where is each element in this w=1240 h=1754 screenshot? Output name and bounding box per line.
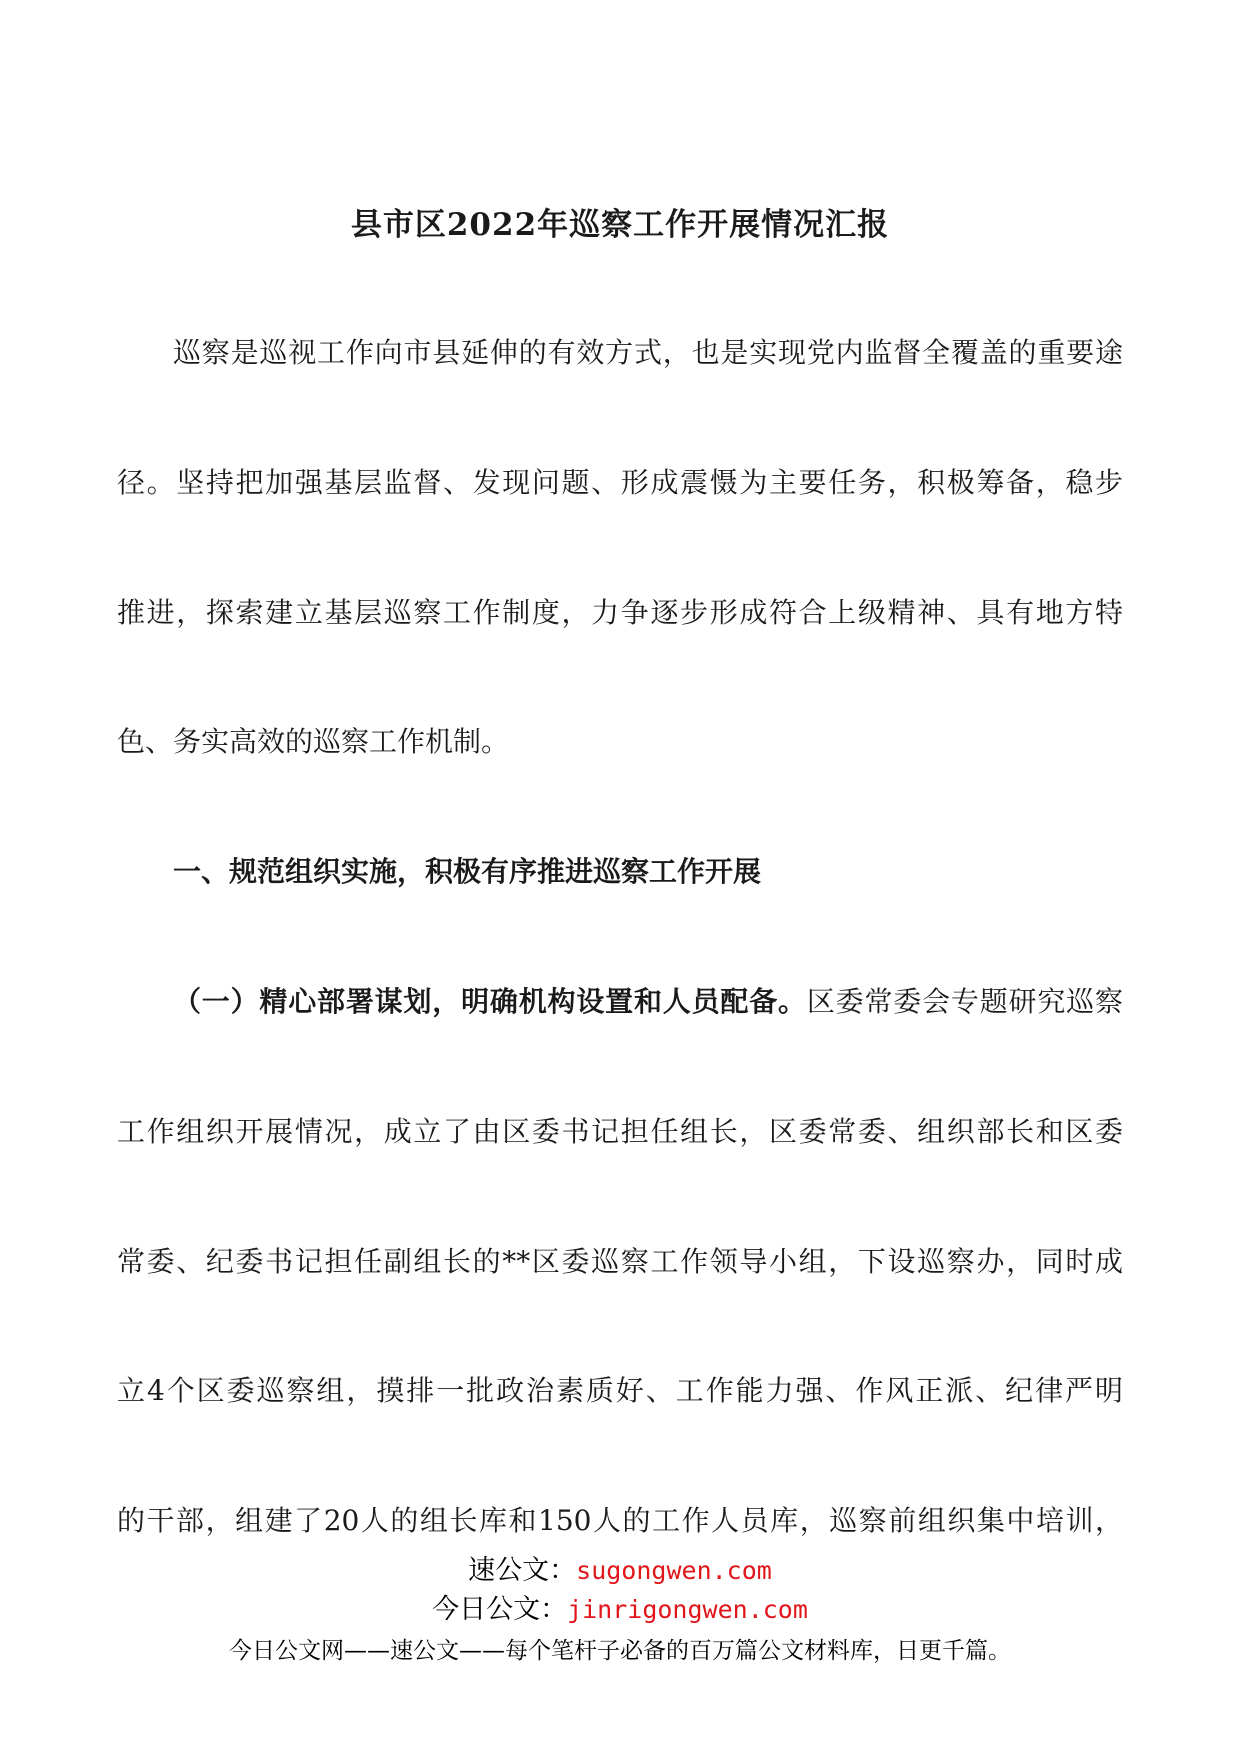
footer-jinrigongwen [0,1592,1240,1628]
footer-slogan: 今日公文网——速公文——每个笔杆子必备的百万篇公文材料库，日更千篇。 [229,1638,1011,1664]
subsection-1-line-5: 的干部，组建了20人的组长库和150人的工作人员库，巡察前组织集中培训， [117,1504,1123,1537]
subsection-1-line-4: 立4个区委巡察组，摸排一批政治素质好、工作能力强、作风正派、纪律严明 [117,1374,1123,1407]
footer-jinrigongwen-label: 今日公文： [432,1594,568,1625]
footer-sugongwen-label: 速公文： [468,1555,577,1586]
subsection-1-first-line [173,982,1123,1022]
footer-sugongwen [0,1553,1240,1589]
footer-jinrigongwen-link[interactable]: jinrigongwen.com [567,1595,808,1624]
subsection-1-line-2: 工作组织开展情况，成立了由区委书记担任组长，区委常委、组织部长和区委 [117,1115,1123,1148]
subsection-1-line-1: 区委常委会专题研究巡察 [806,985,1123,1018]
subsection-1-line-3: 常委、纪委书记担任副组长的**区委巡察工作领导小组，下设巡察办，同时成 [117,1245,1123,1278]
footer-sugongwen-link[interactable]: sugongwen.com [576,1556,772,1585]
intro-line-4: 色、务实高效的巡察工作机制。 [117,725,510,758]
intro-line-2: 径。坚持把加强基层监督、发现问题、形成震慑为主要任务，积极筹备，稳步 [117,466,1123,499]
section-1-heading: 一、规范组织实施，积极有序推进巡察工作开展 [173,855,762,888]
subsection-1-heading: （一）精心部署谋划，明确机构设置和人员配备。 [173,985,807,1018]
intro-line-1: 巡察是巡视工作向市县延伸的有效方式，也是实现党内监督全覆盖的重要途 [173,336,1123,369]
intro-line-3: 推进，探索建立基层巡察工作制度，力争逐步形成符合上级精神、具有地方特 [117,596,1123,629]
document-title: 县市区2022年巡察工作开展情况汇报 [350,207,890,243]
